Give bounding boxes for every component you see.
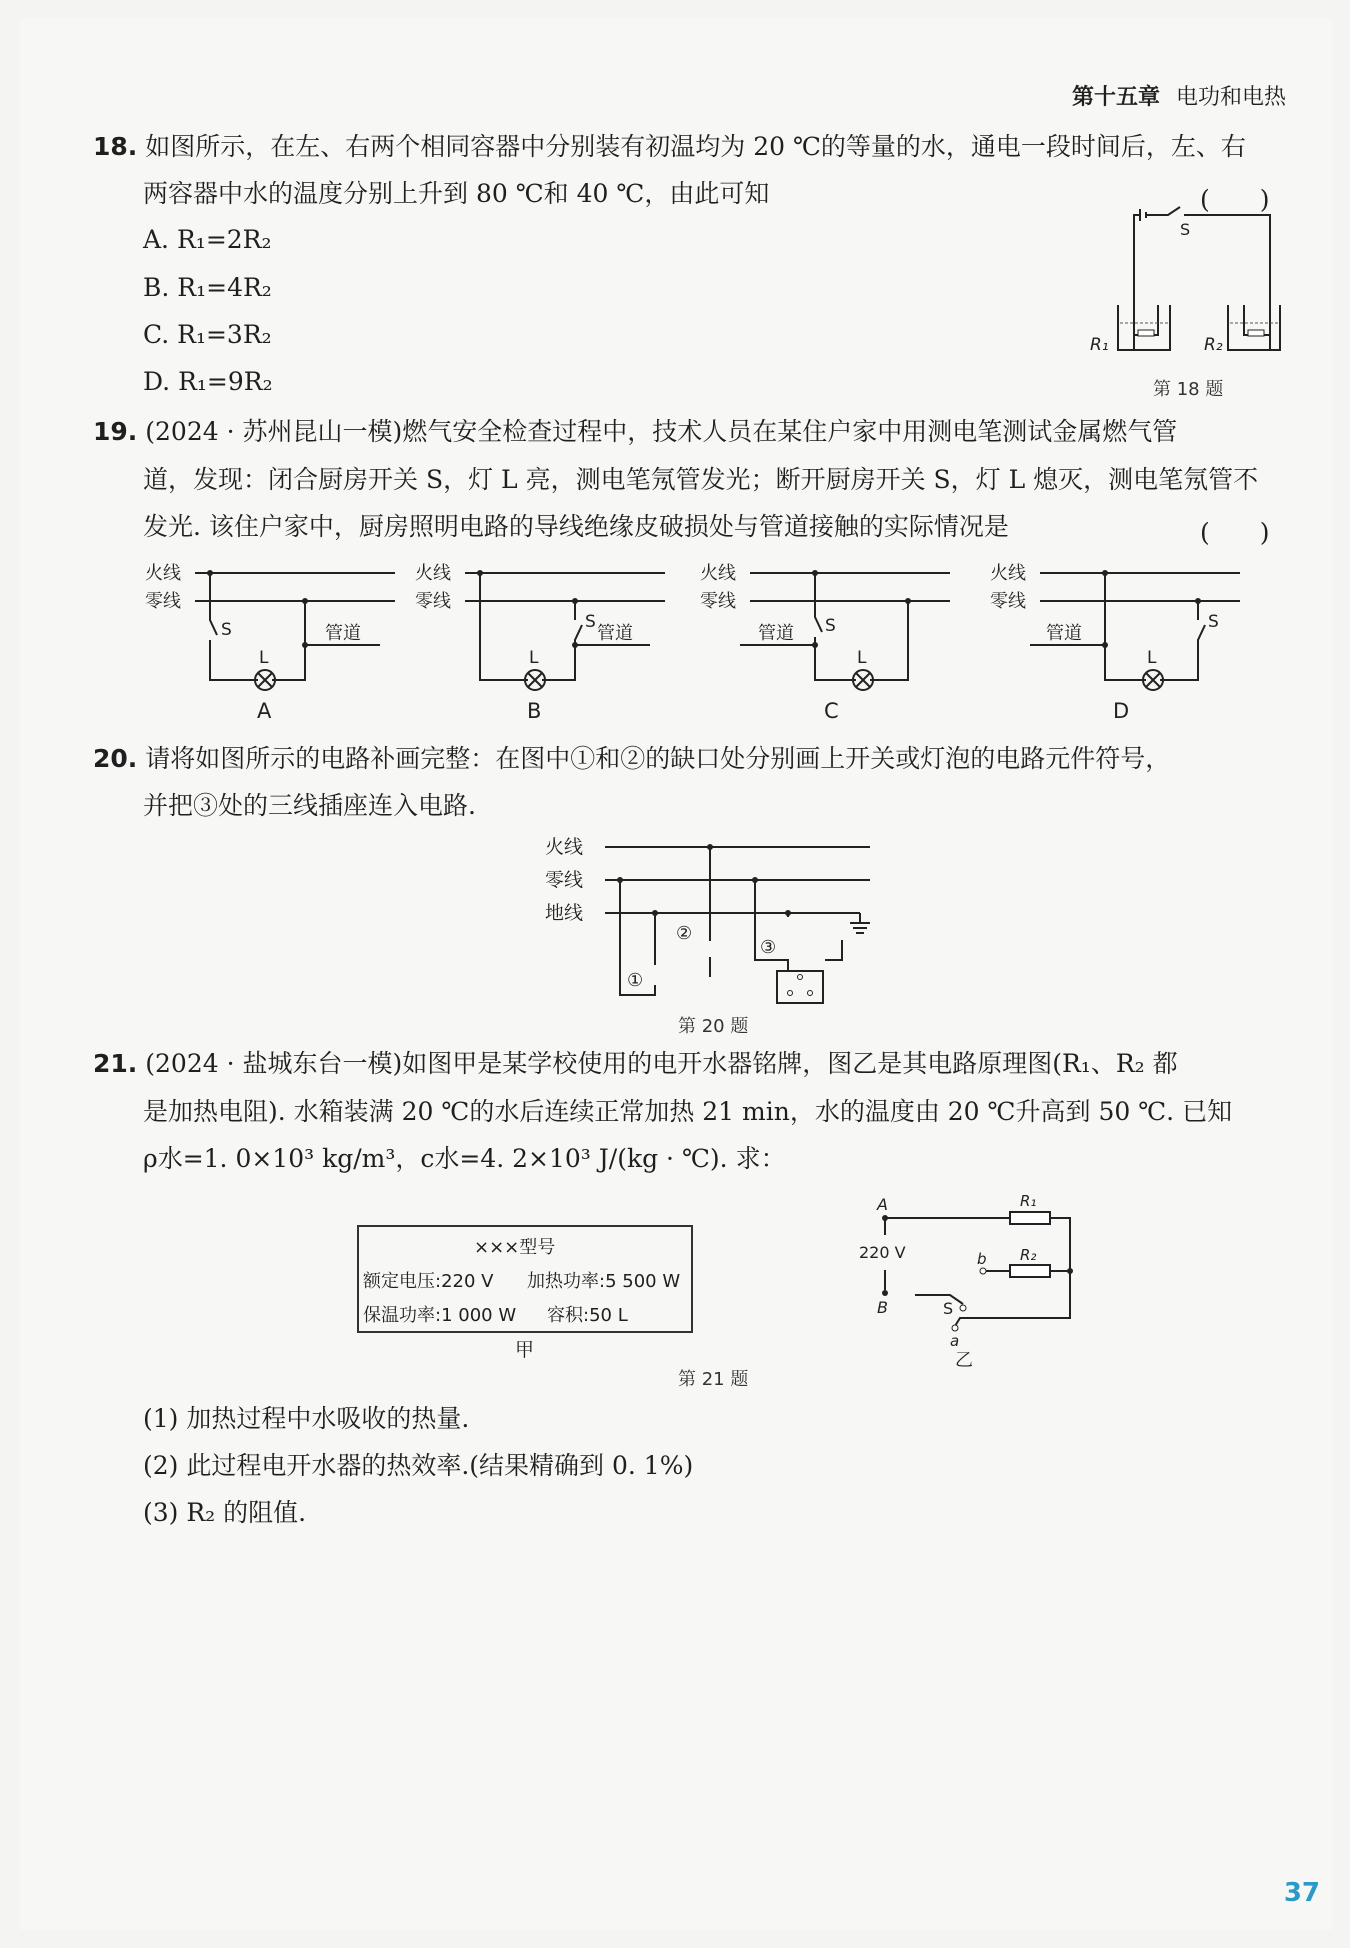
q20-figure — [545, 835, 885, 1010]
q18-option-text: R₁=4R₂ — [177, 273, 272, 302]
q19-b-lamp-label: L — [529, 648, 539, 668]
nameplate-figure-label: 甲 — [515, 1339, 535, 1361]
q20-caption: 第 20 题 — [678, 1016, 749, 1037]
q18-option-c — [143, 320, 272, 349]
q21-caption: 第 21 题 — [678, 1369, 749, 1390]
q18-option-key: A. — [143, 225, 170, 254]
q19-c-live-label: 火线 — [700, 563, 736, 584]
q19-d-lamp-label: L — [1147, 648, 1157, 668]
nameplate-keep-warm-power: 保温功率:1 000 W — [363, 1305, 517, 1326]
q19-option-a-figure — [145, 555, 415, 725]
q19-option-d-figure — [990, 555, 1260, 725]
page-number: 37 — [1283, 1878, 1320, 1908]
q18-option-key: D. — [143, 367, 171, 396]
q18-answer-paren: ( ) — [1200, 185, 1270, 214]
q19-c-neutral-label: 零线 — [700, 591, 736, 612]
q21-sub-2: (2) 此过程电开水器的热效率.(结果精确到 0. 1%) — [143, 1451, 694, 1480]
q19-d-pipe-label: 管道 — [1046, 623, 1082, 644]
nameplate-heating-power: 加热功率:5 500 W — [527, 1271, 681, 1292]
q19-option-c-figure — [700, 555, 970, 725]
q18-option-text: R₁=9R₂ — [178, 367, 273, 396]
q19-b-switch-label: S — [585, 612, 596, 632]
q19-a-lamp-label: L — [259, 648, 269, 668]
q21-sub-3: (3) R₂ 的阻值. — [143, 1498, 307, 1527]
q19-a-live-label: 火线 — [145, 563, 181, 584]
q20-number: 20. — [93, 744, 138, 773]
q19-answer-paren: ( ) — [1200, 518, 1270, 547]
q21-sub-1: (1) 加热过程中水吸收的热量. — [143, 1404, 470, 1433]
q20-line2: 并把③处的三线插座连入电路. — [143, 791, 476, 820]
q19-b-pipe-label: 管道 — [597, 623, 633, 644]
q21-line1 — [93, 1040, 1178, 1087]
q19-line2: 道，发现：闭合厨房开关 S，灯 L 亮，测电笔氖管发光；断开厨房开关 S，灯 L 熄灭，测电笔氖管不 — [143, 465, 1259, 494]
nameplate — [357, 1225, 693, 1333]
q18-r2-label: R₂ — [1204, 335, 1223, 355]
q18-option-key: C. — [143, 320, 170, 349]
q21-r1-label: R₁ — [1020, 1192, 1037, 1210]
q19-c-switch-label: S — [825, 616, 836, 636]
q18-line2: 两容器中水的温度分别上升到 80 ℃和 40 ℃，由此可知 — [143, 179, 770, 208]
q19-option-b-figure — [415, 555, 685, 725]
q21-switch-label: S — [943, 1299, 954, 1318]
q21-number: 21. — [93, 1049, 138, 1078]
q18-figure — [1080, 205, 1280, 375]
chapter-label: 第十五章 — [1071, 85, 1160, 110]
q21-r2-label: R₂ — [1020, 1246, 1037, 1264]
q18-option-d — [143, 367, 273, 396]
q18-switch-label: S — [1180, 220, 1191, 239]
q18-caption: 第 18 题 — [1153, 379, 1224, 400]
q18-option-text: R₁=3R₂ — [177, 320, 272, 349]
q19-c-pipe-label: 管道 — [758, 623, 794, 644]
q18-option-a — [143, 225, 272, 254]
q20-text-1: 请将如图所示的电路补画完整：在图中①和②的缺口处分别画上开关或灯泡的电路元件符号， — [145, 744, 1171, 773]
q18-r1-label: R₁ — [1090, 335, 1109, 355]
q21-text-1: (2024 · 盐城东台一模)如图甲是某学校使用的电开水器铭牌，图乙是其电路原理图(R₁、R₂ 都 — [145, 1049, 1178, 1078]
q19-d-label: D — [1113, 699, 1130, 723]
q20-live-label: 火线 — [545, 836, 584, 858]
nameplate-title: ×××型号 — [474, 1237, 556, 1258]
q19-a-pipe-label: 管道 — [325, 623, 361, 644]
q19-d-neutral-label: 零线 — [990, 591, 1026, 612]
nameplate-volume: 容积:50 L — [547, 1305, 628, 1326]
q19-b-label: B — [527, 699, 542, 723]
q19-c-lamp-label: L — [857, 648, 867, 668]
q19-line1 — [93, 408, 1177, 455]
q19-a-label: A — [257, 699, 272, 723]
q18-line1 — [93, 123, 1246, 170]
chapter-title: 电功和电热 — [1175, 85, 1286, 110]
q20-line1 — [93, 735, 1170, 782]
q18-number: 18. — [93, 132, 138, 161]
q21-terminal-a: A — [877, 1195, 888, 1214]
q19-b-neutral-label: 零线 — [415, 591, 451, 612]
q21-terminal-b: B — [877, 1298, 888, 1317]
q21-voltage-label: 220 V — [859, 1243, 906, 1262]
q21-circuit-figure-label: 乙 — [955, 1350, 973, 1371]
q18-option-key: B. — [143, 273, 170, 302]
q20-ground-label: 地线 — [545, 902, 584, 924]
q21-contact-a: a — [950, 1332, 960, 1350]
running-header — [1072, 80, 1286, 111]
q18-text-1: 如图所示，在左、右两个相同容器中分别装有初温均为 20 ℃的等量的水，通电一段时间后，左、右 — [145, 132, 1246, 161]
q19-a-neutral-label: 零线 — [145, 591, 181, 612]
q21-contact-b: b — [977, 1250, 987, 1268]
nameplate-voltage: 额定电压:220 V — [363, 1271, 494, 1292]
q19-b-live-label: 火线 — [415, 563, 451, 584]
q19-text-1: (2024 · 苏州昆山一模)燃气安全检查过程中，技术人员在某住户家中用测电笔测试金属燃气管 — [145, 417, 1178, 446]
q18-option-b — [143, 273, 272, 302]
q21-line3: ρ水=1. 0×10³ kg/m³，c水=4. 2×10³ J/(kg · ℃). 求： — [143, 1144, 786, 1173]
q19-d-switch-label: S — [1208, 612, 1219, 632]
q19-d-live-label: 火线 — [990, 563, 1026, 584]
q18-option-text: R₁=2R₂ — [176, 225, 272, 254]
q20-gap1-label: ① — [627, 970, 644, 991]
q19-a-switch-label: S — [221, 620, 232, 640]
q21-circuit — [855, 1190, 1075, 1371]
q20-gap2-label: ② — [676, 923, 693, 944]
q19-line3: 发光. 该住户家中，厨房照明电路的导线绝缘皮破损处与管道接触的实际情况是 — [143, 512, 1009, 541]
q19-c-label: C — [824, 699, 839, 723]
q21-line2: 是加热电阻). 水箱装满 20 ℃的水后连续正常加热 21 min，水的温度由 20 ℃升高到 50 ℃. 已知 — [143, 1097, 1233, 1126]
q20-socket-label: ③ — [760, 937, 777, 958]
q19-number: 19. — [93, 417, 138, 446]
q20-neutral-label: 零线 — [545, 869, 584, 891]
